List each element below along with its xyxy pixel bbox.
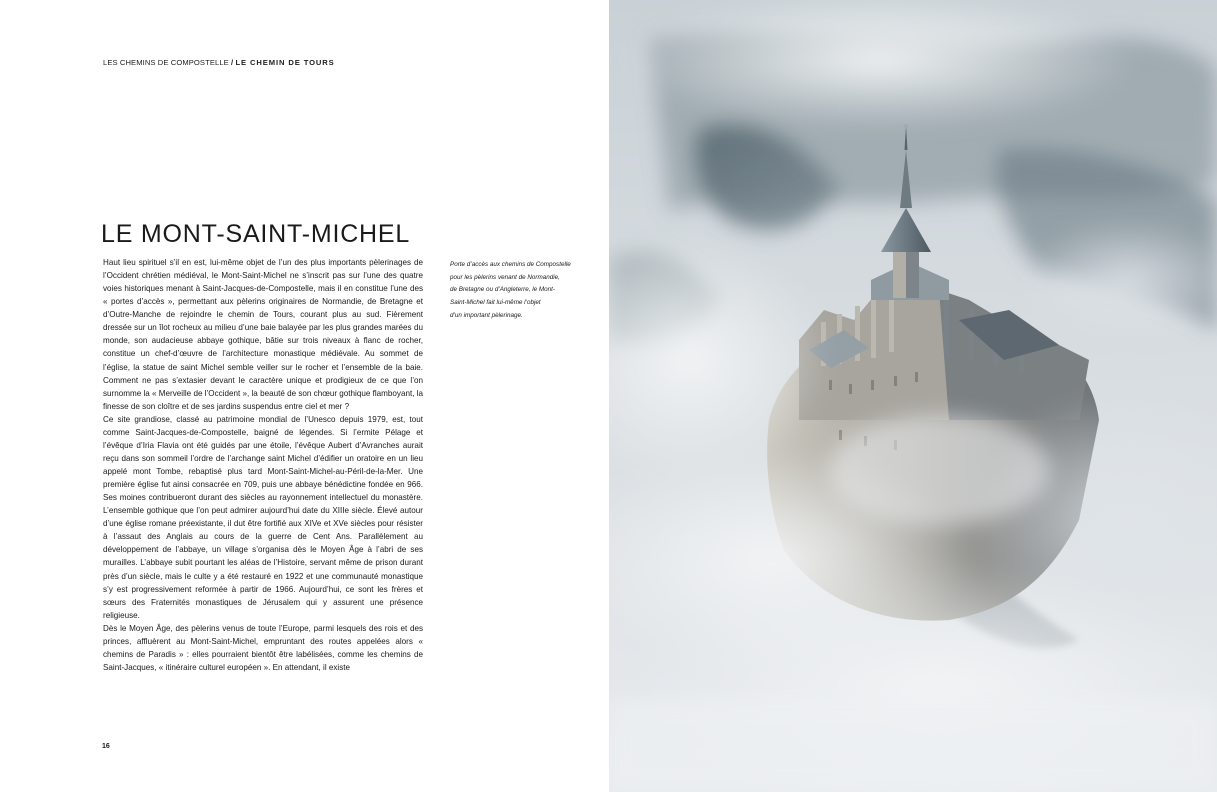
page-title: LE MONT-SAINT-MICHEL <box>101 220 411 248</box>
chapter-name: LE CHEMIN DE TOURS <box>235 58 335 67</box>
mont-saint-michel-photo <box>609 0 1217 792</box>
page-number: 16 <box>102 743 110 750</box>
body-paragraph: Haut lieu spirituel s’il en est, lui-même objet de l’un des plus importants pèlerinages de l’Occident chrétien médiéval, le Mont-Saint-Michel ne s’inscrit pas sur l’une des quatre voies historiques menant à Saint-Jacques-de-Compostelle, mais il en constitue l’une des « portes d’accès », permettant aux pèlerins originaires de Normandie, de Bretagne et d’Outre-Manche de rejoindre le chemin de Tours, courant plus au sud. Fièrement dressée sur un îlot rocheux au milieu d’une baie balayée par les plus grandes marées du monde, son audacieuse abbaye gothique, bâtie sur trois niveaux à flanc de rocher, constitue un chef-d’œuvre de l’architecture monastique médiévale. Au sommet de l’église, la statue de saint Michel semble veiller sur le rocher et l’ensemble de la baie. Comment ne pas s’extasier devant le caractère unique et prodigieux de ce que l’on surnomme la « Merveille de l’Occident », la beauté de son chœur gothique flamboyant, la finesse de son cloître et de ses jardins suspendus entre ciel et mer ? <box>103 258 423 411</box>
running-header <box>103 58 335 67</box>
body-text <box>103 256 423 674</box>
body-paragraph: Dès le Moyen Âge, des pèlerins venus de toute l’Europe, parmi lesquels des rois et des princes, affluèrent au Mont-Saint-Michel, empruntant des routes appelées alors « chemins de Paradis » : elles pourraient bientôt être labélisées, comme les chemins de Saint-Jacques, « itinéraire culturel européen ». En attendant, il existe <box>103 623 423 672</box>
header-separator: / <box>228 58 236 67</box>
book-title: LES CHEMINS DE COMPOSTELLE <box>103 58 229 67</box>
photo-caption: Porte d’accès aux chemins de Compostelle pour les pèlerins venant de Normandie, de Bretagne ou d’Angleterre, le Mont- Saint-Michel fait lui-même l’objet d’un important pèlerinage. <box>450 261 571 319</box>
photo-illustration <box>609 0 1217 792</box>
body-paragraph: Ce site grandiose, classé au patrimoine mondial de l’Unesco depuis 1979, est, tout comme Saint-Jacques-de-Compostelle, baigné de légendes. Si l’ermite Pélage et l’évêque d’Iria Flavia ont été guidés par une étoile, l’évêque Aubert d’Avranches aurait reçu dans son sommeil l’ordre de l’archange saint Michel d’édifier un oratoire en un lieu appelé mont Tombe, rebaptisé plus tard Mont-Saint-Michel-au-Péril-de-la-Mer. Une première église fut ainsi consacrée en 709, puis une abbaye bénédictine fondée en 966. Ses moines contribueront durant des siècles au rayonnement intellectuel du monastère. L’ensemble gothique que l’on peut admirer aujourd’hui date du XIIIe siècle. Élevé autour d’une église romane préexistante, il dut être fortifié aux XIVe et XVe siècles pour résister à l’assaut des Anglais au cours de la guerre de Cent Ans. Parallèlement au développement de l’abbaye, un village s’organisa dès le Moyen Âge à l’abri de ses murailles. L’abbaye subit pourtant les aléas de l’Histoire, servant même de prison durant près d’un siècle, mais le culte y a été restauré en 1922 et une communauté monastique s’y est progressivement reformée à partir de 1966. Aujourd’hui, ce sont les frères et sœurs des Fraternités monastiques de Jérusalem qui y assurent une présence religieuse. <box>103 414 423 620</box>
